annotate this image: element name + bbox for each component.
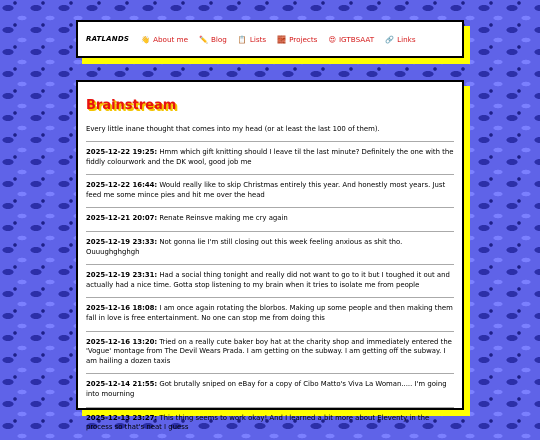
wave-icon: 👋 (141, 34, 151, 44)
entry-timestamp: 2025-12-22 16:44: (86, 181, 158, 190)
entry-timestamp: 2025-12-16 13:20: (86, 337, 158, 346)
nav-link-igtbsaat[interactable]: 😍 IGTBSAAT (328, 34, 375, 44)
entry-text: I am once again rotating the blorbos. Making up some people and then making them fall in love is free entertainment. No one can stop me from doing this (86, 304, 453, 322)
nav-link-about[interactable]: 👋 About me (141, 34, 189, 44)
nav-link-blog[interactable]: ✏️ Blog (199, 34, 227, 44)
entry-timestamp: 2025-12-22 19:25: (86, 148, 158, 156)
entry-timestamp: 2025-12-19 23:31: (86, 271, 158, 280)
link-icon: 🔗 (385, 34, 395, 44)
entry-text: Renate Reinsve making me cry again (157, 214, 288, 223)
entry-timestamp: 2025-12-19 23:33: (86, 237, 158, 246)
entry-timestamp: 2025-12-16 18:08: (86, 304, 158, 313)
list-item (86, 141, 454, 174)
intro-text: Every little inane thought that comes into my head (or at least the last 100 of them). (86, 125, 380, 133)
nav-link-projects[interactable]: 🧱 Projects (277, 34, 318, 44)
heart-eyes-icon: 😍 (328, 34, 336, 44)
entry-text: This thing seems to work okay! And I learned a bit more about Eleventy in the process so that's neat I guess (86, 413, 430, 432)
top-nav (76, 20, 464, 58)
nav-link-links[interactable]: 🔗 Links (385, 34, 416, 44)
entry-timestamp: 2025-12-14 21:55: (86, 380, 158, 389)
site-brand[interactable]: RATLANDS (86, 35, 130, 43)
entry-text: Would really like to skip Christmas entirely this year. And honestly most years. Just feed me some mince pies and hit me over the head (86, 181, 446, 199)
list-item (86, 297, 454, 330)
entry-text: Tried on a really cute baker boy hat at the charity shop and immediately entered the 'Vogue' montage from The Devil Wears Prada. I am getting on the subway. I am getting off the subway. I am hailing a dozen taxis (86, 337, 452, 365)
entry-text: Got brutally sniped on eBay for a copy of Cibo Matto's Viva La Woman..... I'm going into mourning (86, 380, 447, 398)
entry-list (86, 141, 454, 440)
entry-text: Not gonna lie I'm still closing out this week feeling anxious as shit tho. Ouuughghghgh (86, 237, 403, 256)
nav-link-lists[interactable]: 📋 Lists (237, 34, 267, 44)
list-item (86, 174, 454, 207)
list-item (86, 407, 454, 440)
list-item (86, 264, 454, 297)
list-item (86, 373, 454, 406)
main-content (76, 80, 464, 432)
page-title: Brainstream (86, 98, 177, 113)
entry-text: Hmm which gift knitting should I leave til the last minute? Definitely the one with the fiddly colourwork and the DK wool, good job me (86, 148, 454, 166)
entry-text: Had a social thing tonight and really did not want to go to it but I toughed it out and actually had a nice time. Gotta stop listening to my brain when it tries to isolate me from people (86, 271, 450, 289)
entry-timestamp: 2025-12-21 20:07: (86, 214, 158, 223)
entry-timestamp: 2025-12-13 23:27: (86, 413, 158, 422)
clipboard-icon: 📋 (237, 34, 247, 44)
bricks-icon: 🧱 (277, 34, 287, 44)
pencil-icon: ✏️ (199, 34, 208, 44)
list-item (86, 207, 454, 231)
list-item (86, 331, 454, 374)
list-item (86, 231, 454, 264)
